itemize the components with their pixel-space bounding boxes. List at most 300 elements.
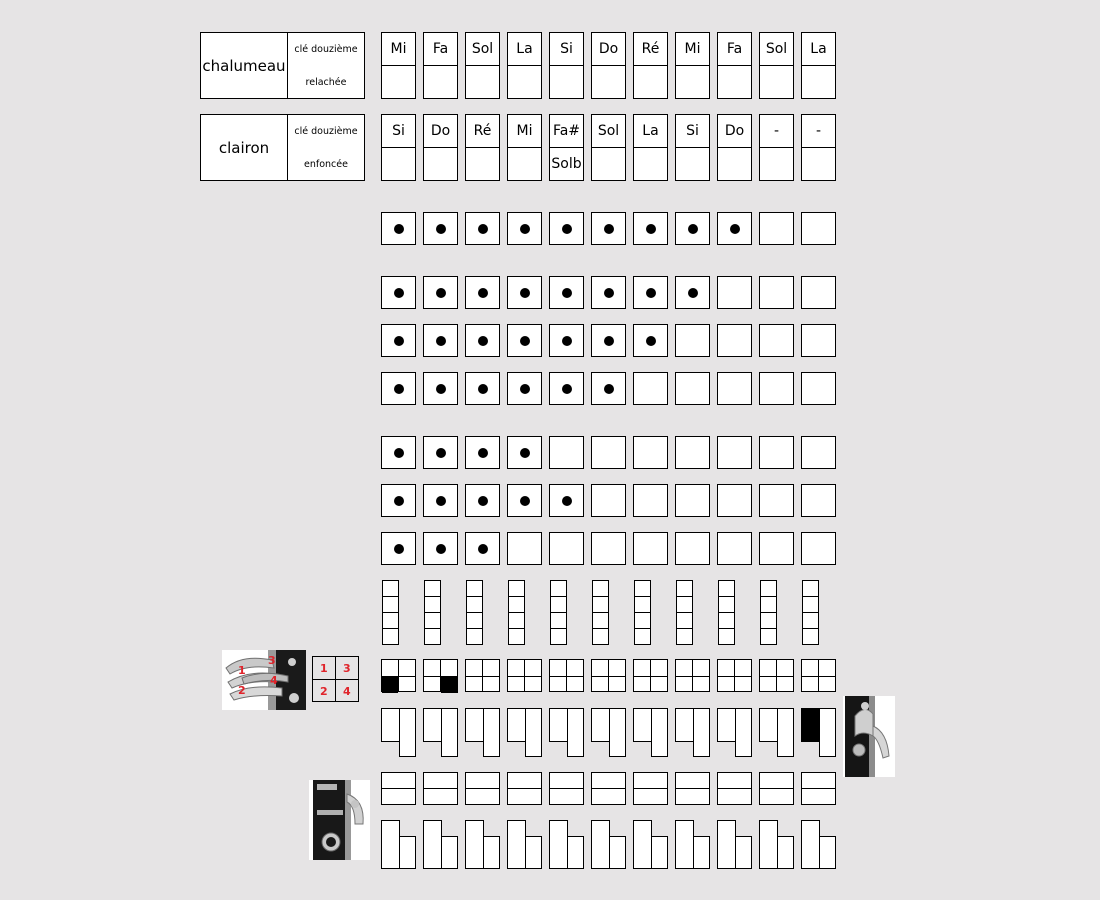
lower-joint-photo-drawing [309,780,370,860]
photo-key-3-label: 3 [268,654,276,667]
lower-key-bottom [549,788,584,805]
side-key-upper [423,708,442,742]
trill-key-cell [508,628,525,645]
bell-key-right [777,836,794,869]
tone-hole-cell [507,436,542,469]
clairon-second-cell [465,147,500,181]
closed-hole-dot [520,336,530,346]
chalumeau-blank-cell [465,65,500,99]
lower-key-bottom [591,788,626,805]
little-finger-keys-hline [634,676,667,677]
trill-key-cell [508,596,525,613]
closed-hole-dot [394,496,404,506]
closed-hole-dot [688,224,698,234]
clairon-note-cell: Si [675,114,710,148]
bell-key-left [633,820,652,869]
closed-hole-dot [394,288,404,298]
closed-hole-dot [604,224,614,234]
clairon-note-cell: Mi [507,114,542,148]
closed-hole-dot [478,544,488,554]
closed-hole-dot [478,224,488,234]
tone-hole-cell [465,276,500,309]
tone-hole-cell [717,484,752,517]
chalumeau-blank-cell [423,65,458,99]
tone-hole-cell [507,532,542,565]
tone-hole-cell [759,324,794,357]
keys-photo-drawing [222,650,306,710]
closed-hole-dot [520,496,530,506]
bell-key-left [507,820,526,869]
clairon-note-cell: La [633,114,668,148]
tone-hole-cell [801,436,836,469]
bell-key-right [693,836,710,869]
lower-key-bottom [381,788,416,805]
clairon-second-cell [423,147,458,181]
side-key-lower [651,708,668,757]
trill-key-cell [760,596,777,613]
bell-key-left [801,820,820,869]
bell-key-left [675,820,694,869]
trill-key-cell [718,612,735,629]
clairon-note-cell: - [801,114,836,148]
closed-hole-dot [646,336,656,346]
trill-key-cell [802,628,819,645]
little-finger-keys-hline [676,676,709,677]
tone-hole-cell [633,212,668,245]
trill-key-cell [802,612,819,629]
tone-hole-cell [549,276,584,309]
chalumeau-note-cell: Mi [675,32,710,66]
tone-hole-cell [549,484,584,517]
tone-hole-cell [507,484,542,517]
chalumeau-note-cell: La [507,32,542,66]
clairon-label-box [200,114,365,181]
closed-hole-dot [520,384,530,394]
side-key-upper [591,708,610,742]
side-key-upper [507,708,526,742]
side-key-upper [759,708,778,742]
chalumeau-blank-cell [801,65,836,99]
closed-hole-dot [436,544,446,554]
side-key-upper [549,708,568,742]
bell-key-left [591,820,610,869]
clairon-second-cell [507,147,542,181]
bell-key-right [735,836,752,869]
little-finger-keys-hline [508,676,541,677]
chalumeau-note-cell: Fa [717,32,752,66]
tone-hole-cell [465,212,500,245]
closed-hole-dot [436,384,446,394]
side-key-upper [675,708,694,742]
bell-key-right [483,836,500,869]
chalumeau-note-cell: Sol [465,32,500,66]
lower-key-top [423,772,458,789]
lower-key-top [465,772,500,789]
bell-key-right [399,836,416,869]
tone-hole-cell [465,484,500,517]
lower-key-bottom [423,788,458,805]
closed-hole-dot [562,384,572,394]
trill-key-cell [802,596,819,613]
tone-hole-cell [675,436,710,469]
tone-hole-cell [465,436,500,469]
side-key-upper [633,708,652,742]
bell-key-right [651,836,668,869]
clairon-note-cell: Si [381,114,416,148]
trill-key-cell [592,612,609,629]
trill-key-cell [760,628,777,645]
trill-key-cell [508,580,525,597]
tone-hole-cell [507,372,542,405]
lower-key-bottom [465,788,500,805]
closed-hole-dot [604,336,614,346]
chalumeau-blank-cell [549,65,584,99]
tone-hole-cell [549,212,584,245]
trill-key-cell [466,612,483,629]
trill-key-cell [466,628,483,645]
side-key-lower [483,708,500,757]
side-key-upper [801,708,820,742]
tone-hole-cell [507,212,542,245]
lower-joint-photo [309,780,370,860]
tone-hole-cell [675,324,710,357]
clairon-key-line2: enfoncée [304,159,348,170]
tone-hole-cell [381,532,416,565]
closed-hole-dot [478,496,488,506]
tone-hole-cell [759,212,794,245]
little-finger-keys-hline [550,676,583,677]
trill-key-cell [802,580,819,597]
lower-key-top [675,772,710,789]
tone-hole-cell [423,324,458,357]
trill-key-cell [592,628,609,645]
little-finger-keys-hline [802,676,835,677]
side-key-photo [843,696,895,777]
trill-key-cell [592,596,609,613]
chalumeau-label-box [200,32,365,99]
tone-hole-cell [465,324,500,357]
side-key-lower [525,708,542,757]
chalumeau-note-cell: Ré [633,32,668,66]
side-key-lower [609,708,626,757]
bell-key-left [759,820,778,869]
little-finger-keys-cell [717,659,752,692]
little-finger-keys-cell [465,659,500,692]
side-key-upper [465,708,484,742]
closed-hole-dot [688,288,698,298]
trill-key-cell [760,612,777,629]
closed-hole-dot [646,224,656,234]
clairon-note-cell: Do [423,114,458,148]
trill-key-cell [424,580,441,597]
clairon-second-cell [801,147,836,181]
clairon-second-cell [675,147,710,181]
trill-key-cell [634,612,651,629]
lower-key-top [633,772,668,789]
side-key-lower [399,708,416,757]
lower-key-top [717,772,752,789]
clairon-second-cell [381,147,416,181]
trill-key-cell [634,580,651,597]
little-finger-keys-cell [675,659,710,692]
closed-hole-dot [562,496,572,506]
closed-hole-dot [436,336,446,346]
photo-key-4-label: 4 [270,674,278,687]
trill-key-cell [550,596,567,613]
chalumeau-key-line1: clé douzième [294,44,358,55]
clairon-second-cell [633,147,668,181]
chalumeau-blank-cell [633,65,668,99]
little-finger-keys-hline [760,676,793,677]
clairon-second-cell [591,147,626,181]
closed-hole-dot [394,448,404,458]
little-finger-keys-cell [423,659,458,692]
tone-hole-cell [591,276,626,309]
tone-hole-cell [759,532,794,565]
tone-hole-cell [717,532,752,565]
closed-hole-dot [520,288,530,298]
tone-hole-cell [675,484,710,517]
chalumeau-note-cell: Sol [759,32,794,66]
bell-key-right [525,836,542,869]
tone-hole-cell [549,324,584,357]
key-legend [312,656,359,702]
chalumeau-key-line2: relachée [305,77,347,88]
closed-hole-dot [394,384,404,394]
tone-hole-cell [507,276,542,309]
trill-key-cell [550,612,567,629]
tone-hole-cell [507,324,542,357]
lower-key-bottom [801,788,836,805]
tone-hole-cell [591,212,626,245]
chalumeau-note-cell: La [801,32,836,66]
closed-hole-dot [604,384,614,394]
little-finger-keys-hline [592,676,625,677]
closed-hole-dot [478,384,488,394]
clairon-name: clairon [201,115,288,180]
little-finger-keys-cell [507,659,542,692]
tone-hole-cell [675,212,710,245]
bell-key-right [567,836,584,869]
little-finger-keys-cell [633,659,668,692]
side-key-lower [567,708,584,757]
photo-key-1-label: 1 [238,664,246,677]
bell-key-left [465,820,484,869]
clairon-second-cell [759,147,794,181]
tone-hole-cell [717,276,752,309]
tone-hole-cell [717,372,752,405]
chalumeau-name: chalumeau [201,33,288,98]
chalumeau-blank-cell [591,65,626,99]
trill-key-cell [592,580,609,597]
trill-key-cell [424,596,441,613]
tone-hole-cell [591,532,626,565]
tone-hole-cell [633,436,668,469]
side-key-upper [717,708,736,742]
closed-hole-dot [562,288,572,298]
tone-hole-cell [423,532,458,565]
tone-hole-cell [381,276,416,309]
lower-key-top [801,772,836,789]
tone-hole-cell [801,532,836,565]
closed-hole-dot [394,336,404,346]
legend-key-1: 1 [320,662,328,675]
little-finger-keys-hline [718,676,751,677]
bell-key-right [609,836,626,869]
closed-hole-dot [478,288,488,298]
clairon-second-cell: Solb [549,147,584,181]
tone-hole-cell [717,212,752,245]
tone-hole-cell [633,532,668,565]
tone-hole-cell [591,324,626,357]
tone-hole-cell [381,484,416,517]
trill-key-cell [634,596,651,613]
side-key-upper [381,708,400,742]
closed-hole-dot [562,336,572,346]
little-finger-keys-hline [466,676,499,677]
lower-key-top [591,772,626,789]
trill-key-cell [676,628,693,645]
trill-key-cell [466,580,483,597]
tone-hole-cell [759,484,794,517]
chalumeau-blank-cell [759,65,794,99]
clairon-note-cell: Sol [591,114,626,148]
tone-hole-cell [591,484,626,517]
bell-key-left [549,820,568,869]
tone-hole-cell [423,212,458,245]
tone-hole-cell [759,276,794,309]
trill-key-cell [508,612,525,629]
clairon-note-cell: Ré [465,114,500,148]
trill-key-cell [760,580,777,597]
trill-key-cell [718,628,735,645]
tone-hole-cell [381,212,416,245]
tone-hole-cell [465,372,500,405]
lower-key-top [549,772,584,789]
trill-key-cell [634,628,651,645]
tone-hole-cell [675,372,710,405]
legend-key-3: 3 [343,662,351,675]
chalumeau-blank-cell [675,65,710,99]
clairon-second-cell [717,147,752,181]
tone-hole-cell [423,372,458,405]
little-finger-keys-cell [381,659,416,692]
lower-key-top [507,772,542,789]
closed-hole-dot [730,224,740,234]
closed-hole-dot [436,496,446,506]
tone-hole-cell [423,484,458,517]
tone-hole-cell [717,324,752,357]
clairon-note-cell: Do [717,114,752,148]
closed-hole-dot [604,288,614,298]
trill-key-cell [466,596,483,613]
tone-hole-cell [591,436,626,469]
chalumeau-note-cell: Fa [423,32,458,66]
bell-key-left [423,820,442,869]
lower-key-top [759,772,794,789]
closed-hole-dot [394,544,404,554]
lower-key-bottom [633,788,668,805]
tone-hole-cell [381,324,416,357]
trill-key-cell [382,628,399,645]
tone-hole-cell [801,212,836,245]
trill-key-cell [424,612,441,629]
tone-hole-cell [381,436,416,469]
side-key-lower [693,708,710,757]
lower-key-top [381,772,416,789]
lower-key-bottom [507,788,542,805]
tone-hole-cell [633,324,668,357]
lower-key-bottom [675,788,710,805]
closed-hole-dot [436,288,446,298]
clairon-note-cell: Fa# [549,114,584,148]
chalumeau-blank-cell [507,65,542,99]
bell-key-left [717,820,736,869]
tone-hole-cell [633,484,668,517]
little-finger-keys-photo [222,650,306,710]
closed-hole-dot [520,224,530,234]
clairon-note-cell: - [759,114,794,148]
little-finger-keys-cell [759,659,794,692]
lower-key-bottom [717,788,752,805]
tone-hole-cell [423,276,458,309]
side-key-lower [735,708,752,757]
lower-key-bottom [759,788,794,805]
tone-hole-cell [549,372,584,405]
legend-key-2: 2 [320,685,328,698]
closed-hole-dot [436,448,446,458]
clairon-key-line1: clé douzième [294,126,358,137]
trill-key-cell [550,580,567,597]
chalumeau-blank-cell [381,65,416,99]
photo-key-2-label: 2 [238,684,246,697]
little-finger-keys-cell [591,659,626,692]
little-finger-keys-cell [549,659,584,692]
tone-hole-cell [801,324,836,357]
chalumeau-note-cell: Do [591,32,626,66]
tone-hole-cell [759,372,794,405]
chalumeau-note-cell: Mi [381,32,416,66]
pressed-key-fill [441,677,458,693]
side-key-lower [441,708,458,757]
closed-hole-dot [562,224,572,234]
tone-hole-cell [423,436,458,469]
tone-hole-cell [549,532,584,565]
pressed-key-fill [382,677,398,693]
bell-key-right [441,836,458,869]
bell-key-left [381,820,400,869]
tone-hole-cell [465,532,500,565]
trill-key-cell [382,580,399,597]
closed-hole-dot [646,288,656,298]
tone-hole-cell [591,372,626,405]
chalumeau-note-cell: Si [549,32,584,66]
bell-key-right [819,836,836,869]
legend-key-4: 4 [343,685,351,698]
trill-key-cell [718,596,735,613]
trill-key-cell [676,580,693,597]
tone-hole-cell [717,436,752,469]
tone-hole-cell [633,276,668,309]
side-key-lower [777,708,794,757]
tone-hole-cell [381,372,416,405]
tone-hole-cell [759,436,794,469]
tone-hole-cell [801,484,836,517]
trill-key-cell [676,612,693,629]
chalumeau-blank-cell [717,65,752,99]
tone-hole-cell [675,532,710,565]
trill-key-cell [676,596,693,613]
